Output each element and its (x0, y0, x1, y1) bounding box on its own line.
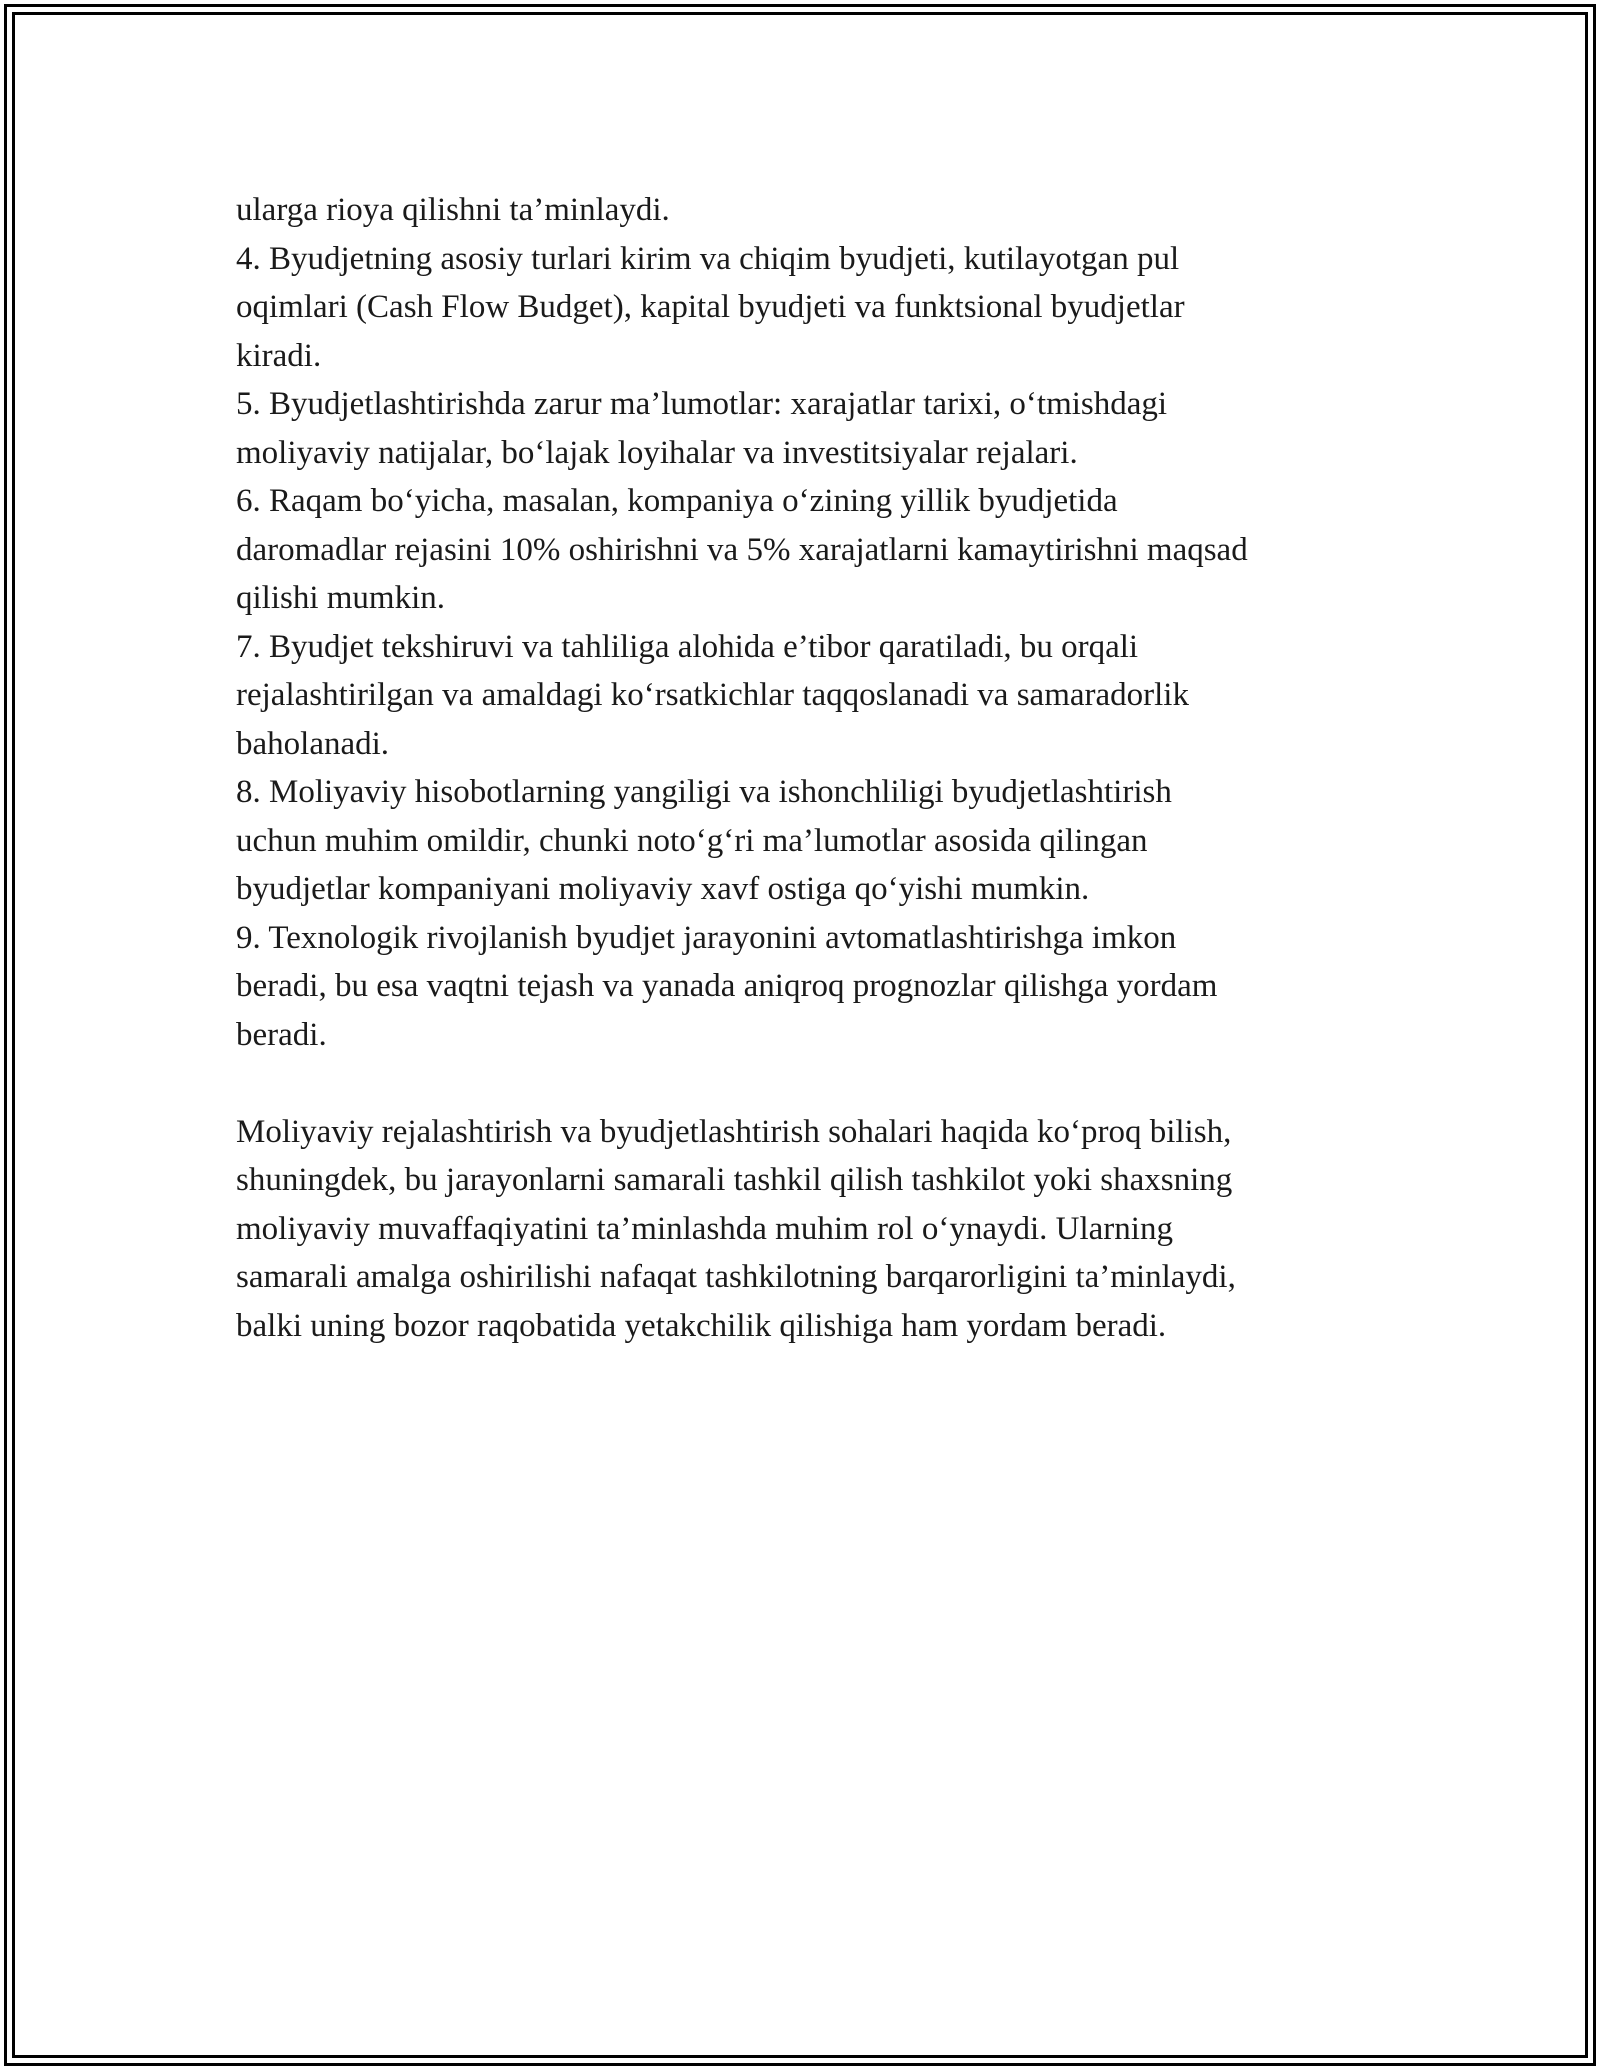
closing-line: balki uning bozor raqobatida yetakchilik qilishiga ham yordam beradi. (236, 1307, 1167, 1344)
text-line: ularga rioya qilishni ta’minlaydi. (236, 192, 670, 228)
document-body (236, 186, 1386, 1350)
text-line: byudjetlar kompaniyani moliyaviy xavf ostiga qo‘yishi mumkin. (236, 871, 1090, 907)
text-line: beradi, bu esa vaqtni tejash va yanada aniqroq prognozlar qilishga yordam (236, 968, 1218, 1004)
text-line: 6. Raqam bo‘yicha, masalan, kompaniya o‘zining yillik byudjetida (236, 483, 1118, 519)
text-line: uchun muhim omildir, chunki noto‘g‘ri ma’lumotlar asosida qilingan (236, 822, 1148, 859)
closing-line: Moliyaviy rejalashtirish va byudjetlashtirish sohalari haqida ko‘proq bilish, (236, 1113, 1232, 1150)
closing-line: moliyaviy muvaffaqiyatini ta’minlashda muhim rol o‘ynaydi. Ularning (236, 1210, 1173, 1247)
text-line: qilishi mumkin. (236, 580, 446, 616)
text-line: moliyaviy natijalar, bo‘lajak loyihalar va investitsiyalar rejalari. (236, 434, 1078, 471)
text-line: kiradi. (236, 337, 322, 374)
closing-line: shuningdek, bu jarayonlarni samarali tashkil qilish tashkilot yoki shaxsning (236, 1162, 1233, 1198)
text-line: 8. Moliyaviy hisobotlarning yangiligi va ishonchliligi byudjetlashtirish (236, 774, 1172, 810)
text-line: rejalashtirilgan va amaldagi ko‘rsatkichlar taqqoslanadi va samaradorlik (236, 677, 1189, 713)
closing-line: samarali amalga oshirilishi nafaqat tashkilotning barqarorligini ta’minlaydi, (236, 1259, 1236, 1295)
text-line: baholanadi. (236, 725, 390, 762)
paragraph-spacer (236, 1059, 1386, 1108)
text-line: beradi. (236, 1016, 327, 1053)
text-line: oqimlari (Cash Flow Budget), kapital byudjeti va funktsional byudjetlar (236, 289, 1185, 325)
text-line: 9. Texnologik rivojlanish byudjet jarayonini avtomatlashtirishga imkon (236, 919, 1177, 956)
text-line: daromadlar rejasini 10% oshirishni va 5% xarajatlarni kamaytirishni maqsad (236, 531, 1248, 568)
text-line: 4. Byudjetning asosiy turlari kirim va chiqim byudjeti, kutilayotgan pul (236, 240, 1180, 277)
text-line: 5. Byudjetlashtirishda zarur ma’lumotlar: xarajatlar tarixi, o‘tmishdagi (236, 386, 1168, 422)
text-line: 7. Byudjet tekshiruvi va tahliliga alohida e’tibor qaratiladi, bu orqali (236, 628, 1139, 665)
